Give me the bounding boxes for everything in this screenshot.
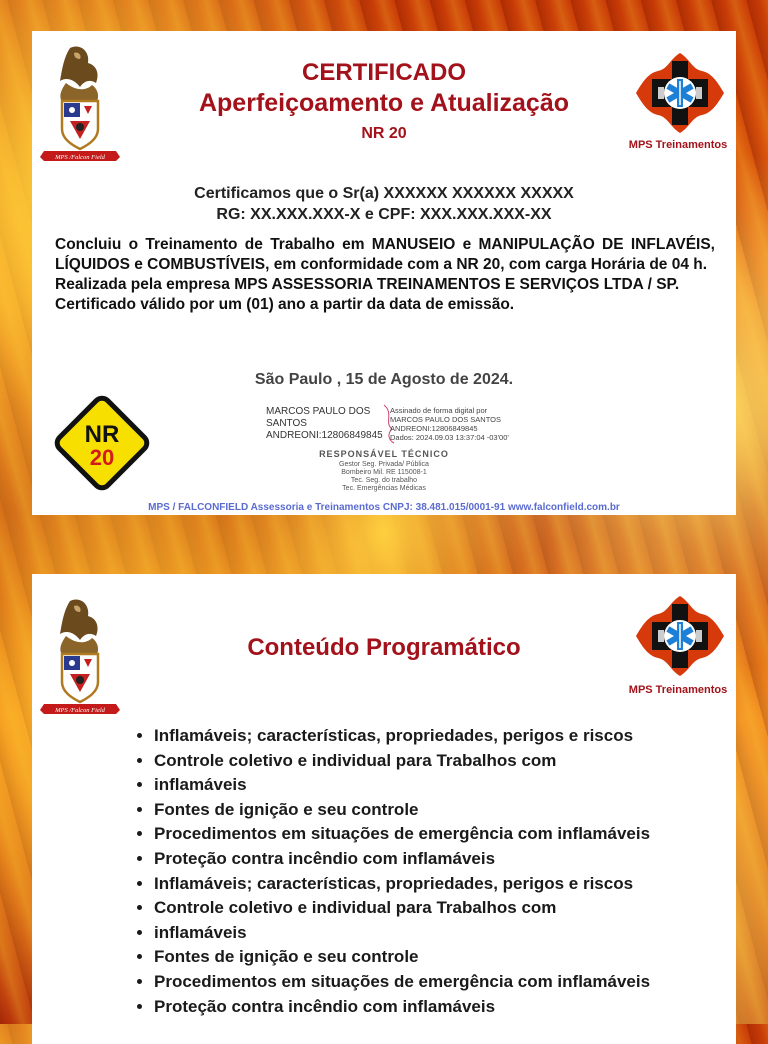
left-banner-text: MPS /Falcon Field (55, 707, 105, 714)
digital-signature-line: ANDREONI:12806849845 (390, 424, 478, 433)
digital-signature-info (390, 406, 550, 442)
signature-name-line: SANTOS (266, 418, 307, 429)
list-item: • Inflamáveis; características, propriedades, perigos e riscos (154, 872, 734, 897)
signature-name-line: ANDREONI:12806849845 (266, 430, 383, 441)
body-line: Concluiu o Treinamento de Trabalho em MANUSEIO e MANIPULAÇÃO DE INFLAVÉIS, LÍQUIDOS e COMBUSTÍVEIS, em conformidade com a NR 20, com carga Horária de 04 h. (55, 236, 715, 273)
list-item: • Fontes de ignição e seu controle (154, 945, 734, 970)
certificate-title: CERTIFICADO (302, 59, 466, 86)
body-line: Realizada pela empresa MPS ASSESSORIA TREINAMENTOS E SERVIÇOS LTDA / SP. (55, 276, 680, 293)
certificate-subtitle: Aperfeiçoamento e Atualização (198, 89, 569, 117)
list-item: • Controle coletivo e individual para Trabalhos com (154, 896, 734, 921)
list-item: • Proteção contra incêndio com inflamáveis (154, 995, 734, 1020)
list-item: • Fontes de ignição e seu controle (154, 798, 734, 823)
left-banner-text: MPS /Falcon Field (55, 154, 105, 161)
certificate-norm: NR 20 (361, 125, 407, 142)
list-item: • Proteção contra incêndio com inflamáveis (154, 847, 734, 872)
list-item: • inflamáveis (154, 773, 734, 798)
program-list (134, 724, 734, 1019)
credential-line: Tec. Emergências Médicas (342, 485, 426, 492)
list-item: • inflamáveis (154, 921, 734, 946)
credential-line: Bombeiro Mil. RE 115008-1 (341, 469, 427, 476)
certify-line: Certificamos que o Sr(a) XXXXXX XXXXXX XXXXX (194, 185, 574, 202)
certificate-body (55, 235, 715, 315)
credential-line: Tec. Seg. do trabalho (350, 477, 418, 484)
digital-signature-line: Dados: 2024.09.03 13:37:04 -03'00' (390, 433, 509, 442)
mps-treinamentos-label: MPS Treinamentos (628, 684, 728, 696)
badge-nr-text: NR (84, 421, 120, 448)
id-line: RG: XX.XXX.XXX-X e CPF: XXX.XXX.XXX-XX (216, 206, 552, 223)
list-item: • Inflamáveis; características, propriedades, perigos e riscos (154, 724, 734, 749)
signature-name (266, 406, 386, 442)
credential-line: Gestor Seg. Privada/ Pública (339, 461, 429, 468)
badge-number-text: 20 (89, 445, 115, 470)
mps-treinamentos-label: MPS Treinamentos (628, 139, 728, 151)
signature-name-line: MARCOS PAULO DOS (266, 406, 371, 417)
technical-responsible-title: RESPONSÁVEL TÉCNICO (319, 449, 449, 459)
digital-signature-line: Assinado de forma digital por (390, 406, 488, 415)
certificate-card (32, 31, 736, 515)
certificate-footer: MPS / FALCONFIELD Assessoria e Treinamentos CNPJ: 38.481.015/0001-91 www.falconfield.com.br (148, 502, 620, 513)
date-line: São Paulo , 15 de Agosto de 2024. (254, 371, 514, 388)
program-title: Conteúdo Programático (247, 634, 521, 661)
list-item: • Procedimentos em situações de emergência com inflamáveis (154, 970, 734, 995)
program-card (32, 574, 736, 1044)
body-line: Certificado válido por um (01) ano a partir da data de emissão. (55, 296, 515, 313)
digital-signature-line: MARCOS PAULO DOS SANTOS (390, 415, 501, 424)
list-item: • Controle coletivo e individual para Trabalhos com (154, 749, 734, 774)
list-item: • Procedimentos em situações de emergência com inflamáveis (154, 822, 734, 847)
